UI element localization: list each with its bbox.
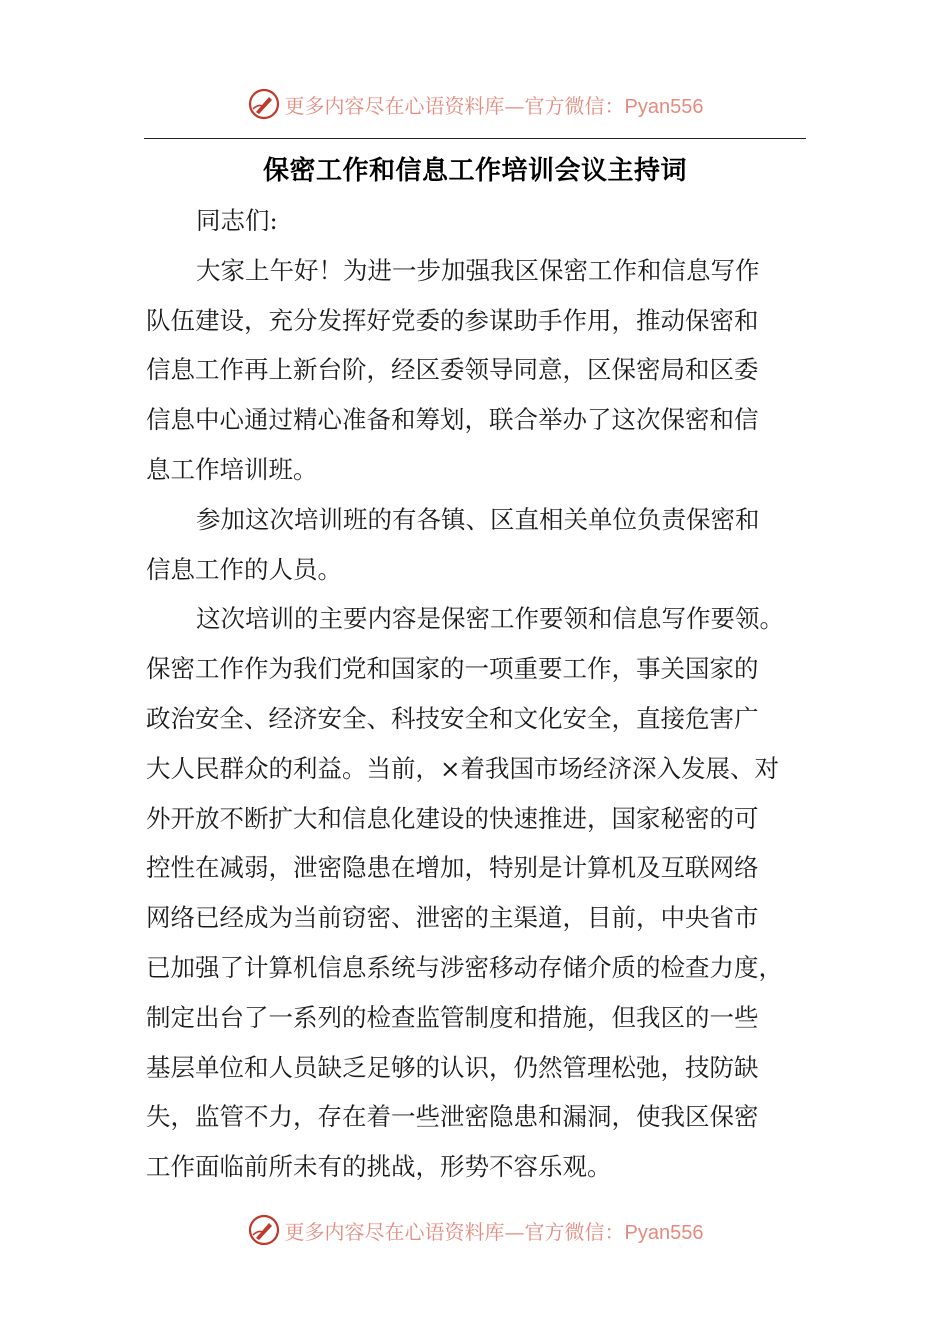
paragraph-line: 信息中心通过精心准备和筹划，联合举办了这次保密和信 [146, 405, 759, 435]
paragraph-line: 大人民群众的利益。当前，×着我国市场经济深入发展、对 [146, 753, 780, 783]
pen-logo-icon [247, 1213, 281, 1247]
header-banner [0, 84, 950, 124]
paragraph [146, 495, 806, 595]
paragraph-line: 失，监管不力，存在着一些泄密隐患和漏洞，使我区保密 [146, 1102, 759, 1132]
paragraph-line: 工作面临前所未有的挑战，形势不容乐观。 [146, 1152, 612, 1182]
paragraph-line: 网络已经成为当前窃密、泄密的主渠道，目前，中央省市 [146, 903, 759, 933]
banner-text: 更多内容尽在心语资料库—官方微信：Pyan556 [284, 1219, 704, 1244]
paragraph-line: 已加强了计算机信息系统与涉密移动存储介质的检查力度， [146, 952, 783, 982]
paragraph-line: 信息工作再上新台阶，经区委领导同意，区保密局和区委 [146, 355, 759, 385]
paragraph-line: 参加这次培训班的有各镇、区直相关单位负责保密和 [196, 504, 760, 534]
paragraph-line: 队伍建设，充分发挥好党委的参谋助手作用，推动保密和 [146, 305, 759, 335]
banner-wechat-id: Pyan556 [624, 95, 704, 118]
paragraph-line: 外开放不断扩大和信息化建设的快速推进，国家秘密的可 [146, 803, 759, 833]
paragraph-line: 保密工作作为我们党和国家的一项重要工作，事关国家的 [146, 654, 759, 684]
header-divider [144, 138, 806, 139]
paragraph-line: 控性在减弱，泄密隐患在增加，特别是计算机及互联网络 [146, 853, 759, 883]
paragraph-line: 大家上午好！为进一步加强我区保密工作和信息写作 [196, 255, 760, 285]
pen-logo-icon [247, 87, 281, 121]
footer-banner [0, 1210, 950, 1250]
paragraph-line: 政治安全、经济安全、科技安全和文化安全，直接危害广 [146, 703, 759, 733]
paragraph-line: 基层单位和人员缺乏足够的认识，仍然管理松弛，技防缺 [146, 1052, 759, 1082]
paragraph-line: 制定出台了一系列的检查监管制度和措施，但我区的一些 [146, 1002, 759, 1032]
paragraph-line: 息工作培训班。 [146, 454, 318, 484]
banner-wechat-id: Pyan556 [624, 1221, 704, 1244]
banner-text: 更多内容尽在心语资料库—官方微信：Pyan556 [284, 93, 704, 118]
paragraph-line: 这次培训的主要内容是保密工作要领和信息写作要领。 [196, 604, 784, 634]
salutation: 同志们: [196, 206, 278, 235]
paragraph-line: 信息工作的人员。 [146, 554, 342, 584]
paragraph [146, 246, 806, 495]
document-body [146, 196, 806, 1192]
paragraph [146, 594, 806, 1192]
document-title: 保密工作和信息工作培训会议主持词 [262, 156, 687, 186]
